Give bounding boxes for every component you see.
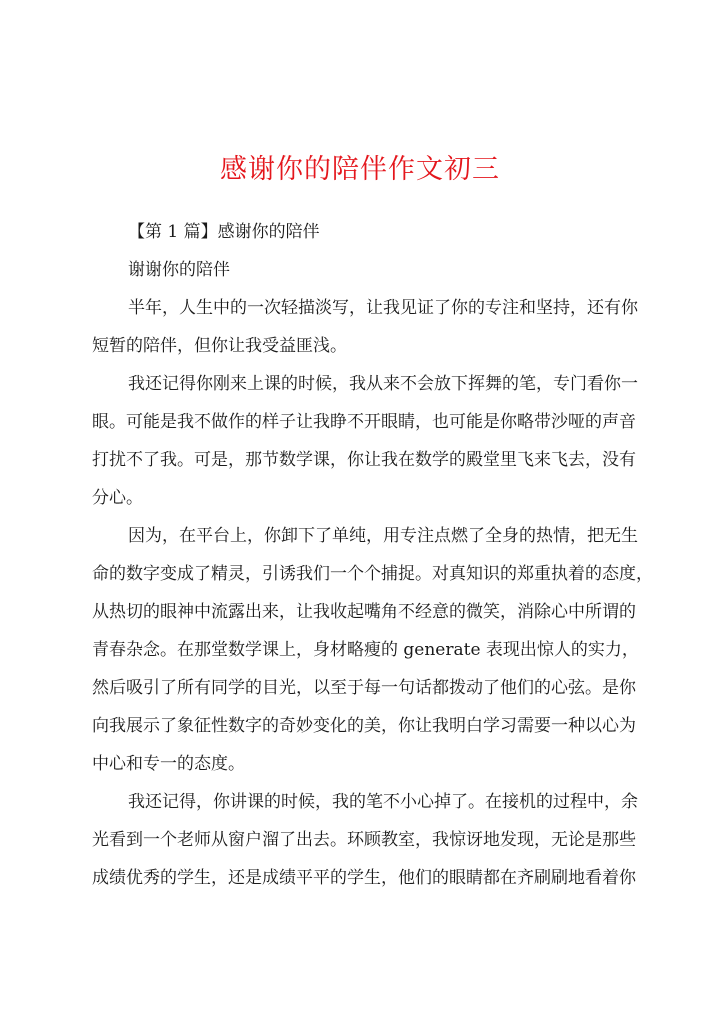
paragraph-1-line-2: 短暂的陪伴，但你让我受益匪浅。	[92, 336, 347, 356]
paragraph-4-line-1: 我还记得，你讲课的时候，我的笔不小心掉了。在接机的过程中，余	[128, 792, 638, 812]
section-heading: 【第 1 篇】感谢你的陪伴	[128, 222, 320, 242]
paragraph-2-line-3: 打扰不了我。可是，那节数学课，你让我在数学的殿堂里飞来飞去，没有	[92, 450, 636, 470]
paragraph-4-line-3: 成绩优秀的学生，还是成绩平平的学生，他们的眼睛都在齐刷刷地看着你	[92, 868, 636, 888]
paragraph-3-line-3: 从热切的眼神中流露出来，让我收起嘴角不经意的微笑，消除心中所谓的	[92, 602, 636, 622]
paragraph-4-line-2: 光看到一个老师从窗户溜了出去。环顾教室，我惊讶地发现，无论是那些	[92, 830, 636, 850]
paragraph-3-line-1: 因为，在平台上，你卸下了单纯，用专注点燃了全身的热情，把无生	[128, 526, 638, 546]
paragraph-3-line-7: 中心和专一的态度。	[92, 754, 245, 774]
paragraph-3-line-2: 命的数字变成了精灵，引诱我们一个个捕捉。对真知识的郑重执着的态度，	[92, 564, 653, 584]
paragraph-2-line-2: 眼。可能是我不做作的样子让我睁不开眼睛，也可能是你略带沙哑的声音	[92, 412, 636, 432]
article-subtitle: 谢谢你的陪伴	[128, 260, 230, 280]
paragraph-2-line-4: 分心。	[92, 488, 143, 508]
paragraph-1-line-1: 半年，人生中的一次轻描淡写，让我见证了你的专注和坚持，还有你	[128, 298, 638, 318]
paragraph-3-line-6: 向我展示了象征性数字的奇妙变化的美，你让我明白学习需要一种以心为	[92, 716, 636, 736]
paragraph-3-line-5: 然后吸引了所有同学的目光，以至于每一句话都拨动了他们的心弦。是你	[92, 678, 636, 698]
document-title: 感谢你的陪伴作文初三	[220, 154, 500, 185]
paragraph-2-line-1: 我还记得你刚来上课的时候，我从来不会放下挥舞的笔，专门看你一	[128, 374, 638, 394]
paragraph-3-line-4: 青春杂念。在那堂数学课上，身材略瘦的 generate 表现出惊人的实力，	[92, 640, 639, 660]
